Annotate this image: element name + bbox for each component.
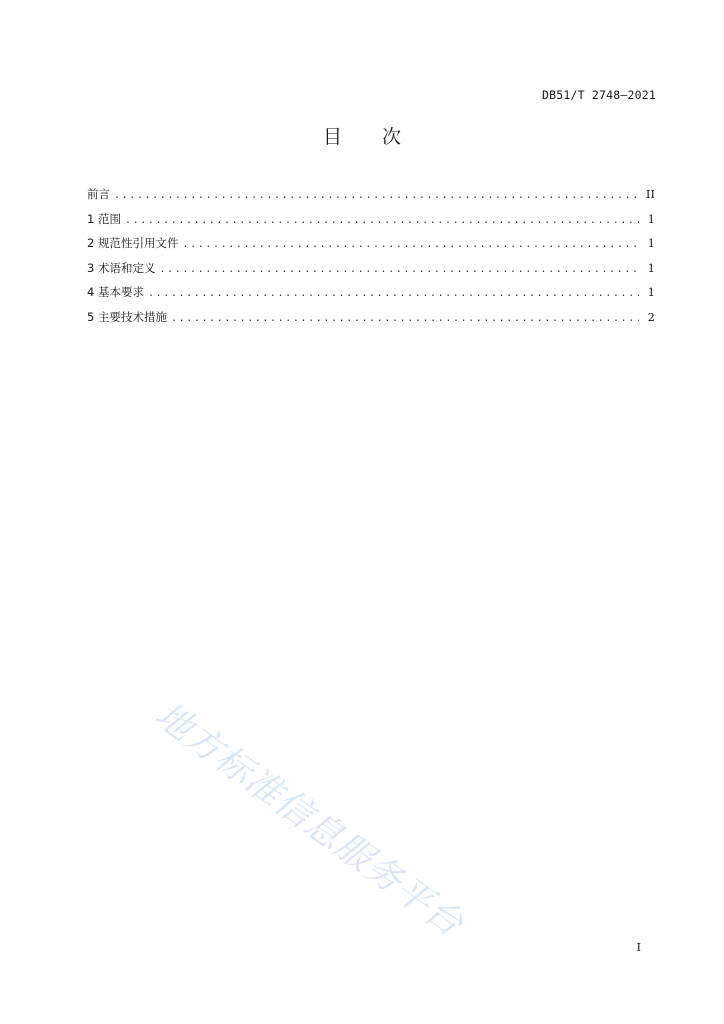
toc-dot-leader xyxy=(171,313,639,324)
toc-title-part2: 次 xyxy=(382,126,402,148)
toc-dot-leader xyxy=(125,215,639,226)
toc-entry-foreword[interactable] xyxy=(87,186,655,211)
toc-entry-label: 4 基本要求 xyxy=(87,285,144,300)
toc-entry-label: 1 范围 xyxy=(87,211,121,226)
toc-entry-basic-requirements[interactable] xyxy=(87,284,655,309)
toc-list xyxy=(87,186,655,334)
toc-entry-label: 5 主要技术措施 xyxy=(87,309,167,324)
toc-entry-page: 1 xyxy=(647,285,655,300)
toc-entry-scope[interactable] xyxy=(87,211,655,236)
toc-entry-page: 1 xyxy=(647,236,655,251)
toc-entry-page: II xyxy=(645,187,655,201)
document-code: DB51/T 2748—2021 xyxy=(542,88,656,102)
page-number: I xyxy=(636,940,641,954)
toc-entry-label: 2 规范性引用文件 xyxy=(87,236,179,251)
toc-dot-leader xyxy=(114,190,639,201)
toc-dot-leader xyxy=(148,288,639,299)
toc-entry-terms-definitions[interactable] xyxy=(87,260,655,285)
toc-dot-leader xyxy=(159,264,639,275)
toc-entry-technical-measures[interactable] xyxy=(87,309,655,334)
toc-title-part1: 目 xyxy=(322,126,342,148)
toc-entry-page: 1 xyxy=(647,260,655,275)
toc-entry-page: 1 xyxy=(647,211,655,226)
toc-title xyxy=(0,122,724,149)
toc-dot-leader xyxy=(182,239,639,250)
toc-entry-label: 3 术语和定义 xyxy=(87,260,156,275)
watermark: 地方标准信息服务平台 xyxy=(147,694,471,946)
toc-entry-page: 2 xyxy=(647,309,655,324)
toc-entry-label: 前言 xyxy=(87,187,110,201)
toc-entry-normative-references[interactable] xyxy=(87,235,655,260)
